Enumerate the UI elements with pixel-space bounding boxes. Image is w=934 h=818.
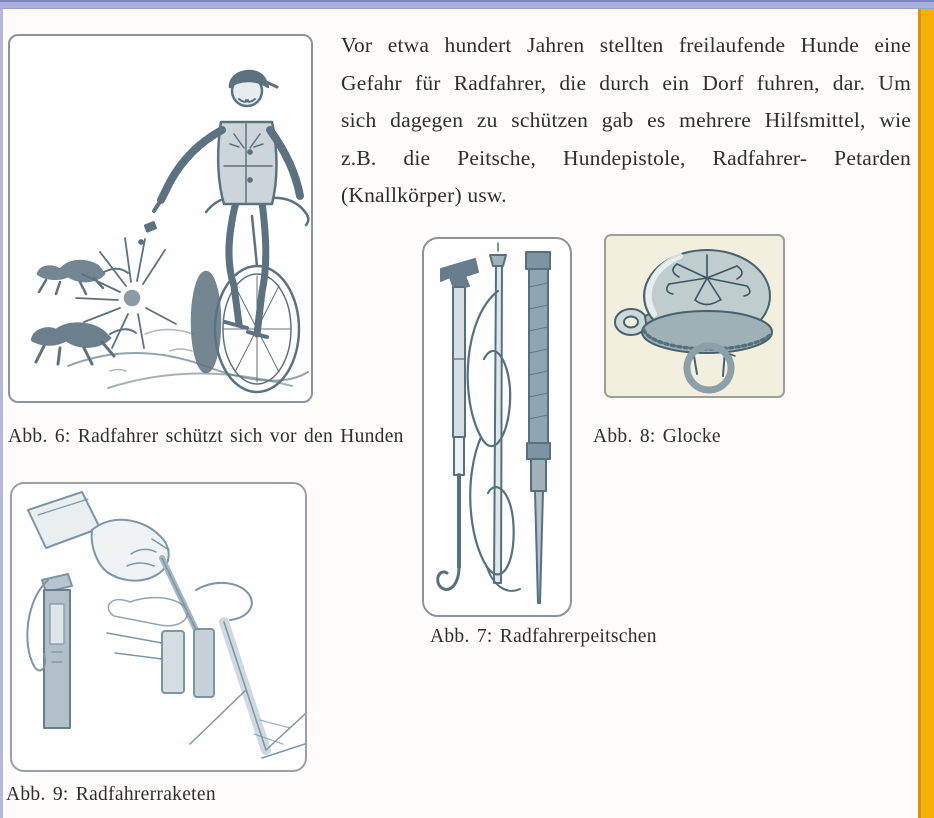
bell-illustration	[606, 236, 783, 396]
figure-abb8-frame	[604, 234, 785, 398]
right-accent-stripe	[918, 9, 934, 818]
paragraph-line: Vor etwa hundert Jahren stellten freilaufende Hunde eine	[341, 33, 911, 57]
figure-abb7-frame	[422, 237, 572, 617]
paragraph-line: sich dagegen zu schützen gab es mehrere Hilfsmittel, wie	[341, 108, 911, 133]
caption-abb8: Abb. 8: Glocke	[593, 426, 721, 447]
paragraph-line: (Knallkörper) usw.	[341, 183, 507, 208]
caption-abb6: Abb. 6: Radfahrer schützt sich vor den Hunden	[8, 426, 404, 447]
paragraph-line: Gefahr für Radfahrer, die durch ein Dorf fuhren, dar. Um	[341, 70, 911, 95]
cyclist-dogs-illustration	[10, 36, 311, 401]
caption-abb7: Abb. 7: Radfahrerpeitschen	[430, 626, 657, 647]
top-border-band	[0, 0, 934, 9]
paragraph-line: z.B. die Peitsche, Hundepistole, Radfahrer- Petarden	[341, 145, 911, 170]
figure-abb9-frame	[10, 482, 307, 772]
body-paragraph	[341, 27, 911, 215]
left-border-line	[0, 9, 3, 818]
whips-illustration	[424, 239, 570, 615]
caption-abb9: Abb. 9: Radfahrerraketen	[6, 784, 216, 805]
rockets-illustration	[12, 484, 305, 770]
figure-abb6-frame	[8, 34, 313, 403]
